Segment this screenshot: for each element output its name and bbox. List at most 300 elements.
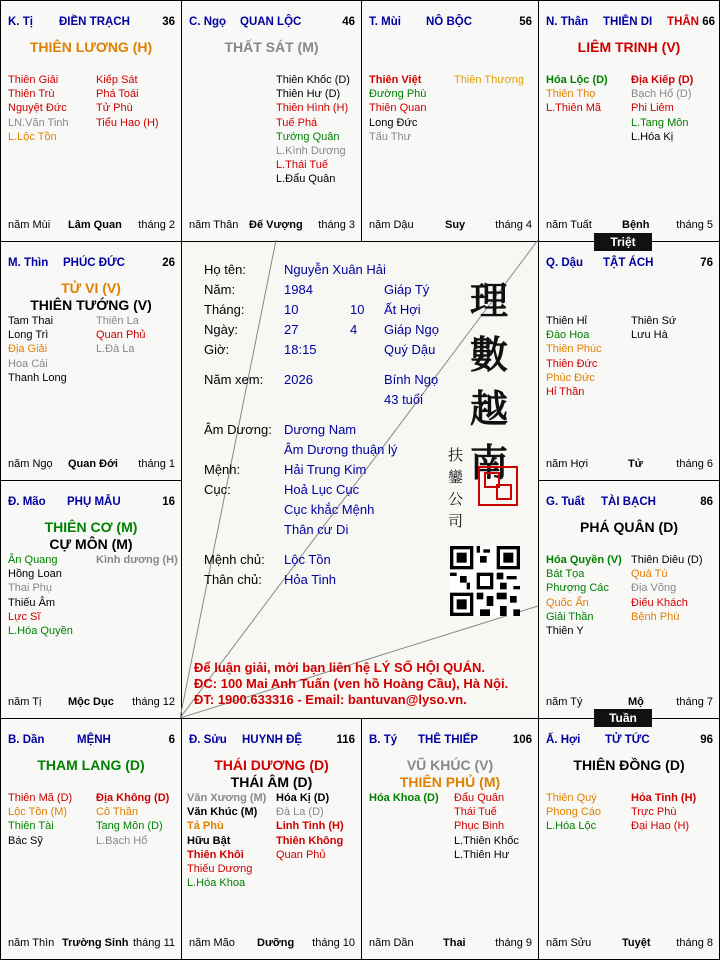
- star: Thiên Khôi: [187, 848, 244, 861]
- star: Ân Quang: [8, 554, 58, 566]
- palace-suu: [181, 718, 362, 960]
- main-stars: [182, 757, 361, 791]
- palace-footer: [189, 937, 355, 951]
- value-am-duong-1: Dương Nam: [284, 422, 357, 437]
- footer-month: tháng 7: [676, 696, 713, 708]
- footer-year: năm Dần: [369, 937, 414, 949]
- minor-stars-left: [546, 314, 602, 399]
- palace-footer: [369, 219, 532, 233]
- star: Lộc Tồn (M): [8, 806, 68, 819]
- palace-number: 36: [162, 16, 175, 28]
- star: Hóa Lộc (D): [546, 74, 608, 86]
- star: L.Đà La: [96, 343, 135, 356]
- star: Kình dương (H): [96, 554, 178, 566]
- star: L.Kình Dương: [276, 145, 346, 158]
- star: Hóa Quyền (V): [546, 554, 622, 566]
- star: L.Thiên Khốc: [454, 834, 519, 847]
- star: Tiểu Hao (H): [96, 116, 159, 129]
- star: Thiên Khốc (D): [276, 74, 350, 86]
- star: Thiên Hình (H): [276, 102, 349, 115]
- star: L.Tang Môn: [631, 116, 689, 129]
- minor-stars-right: [96, 314, 146, 357]
- star: Quan Phủ: [276, 848, 326, 861]
- main-star: THIÊN LƯƠNG (H): [29, 39, 153, 55]
- main-stars: [539, 39, 719, 56]
- value-month-lunar-num: 10: [350, 302, 365, 317]
- company-text: [448, 444, 463, 532]
- star: Thiên Hư (D): [276, 88, 341, 101]
- footer-month: tháng 6: [676, 458, 713, 470]
- footer-month: tháng 9: [495, 937, 532, 949]
- star: Hỉ Thần: [546, 386, 585, 399]
- minor-stars-left: [8, 791, 72, 848]
- company-char: 公: [448, 490, 464, 508]
- star: Quốc Ấn: [546, 596, 589, 609]
- minor-stars-left: [546, 553, 622, 638]
- value-menh: Hải Trung Kim: [284, 462, 367, 477]
- minor-stars-right: [454, 791, 519, 862]
- star: Thanh Long: [8, 371, 67, 384]
- value-month-lunar: Ất Hợi: [384, 302, 421, 317]
- star: Thiên Quan: [369, 102, 427, 115]
- main-stars: [182, 39, 361, 56]
- star: Thiếu Dương: [187, 863, 253, 876]
- palace-number: 26: [162, 257, 175, 269]
- palace-dau: [538, 241, 720, 481]
- main-star: THÁI ÂM (D): [230, 774, 313, 790]
- palace-name: QUAN LỘC: [240, 16, 302, 28]
- star: Thiên Phúc: [546, 343, 602, 356]
- star: L.Hóa Khoa: [187, 877, 246, 890]
- calligraphy: [470, 274, 508, 490]
- label-month: Tháng:: [204, 302, 245, 317]
- minor-stars-left: [369, 791, 439, 805]
- footer-stage: Dưỡng: [257, 937, 295, 949]
- company-char: 司: [448, 512, 464, 530]
- star: Nguyệt Đức: [8, 102, 67, 115]
- palace-footer: [8, 696, 175, 710]
- palace-header: [362, 1, 538, 28]
- palace-branch: B. Dần: [8, 734, 45, 746]
- main-stars: [1, 757, 181, 774]
- star: Hóa Kị (D): [276, 792, 330, 804]
- value-day-lunar: Giáp Ngọ: [384, 322, 439, 337]
- star: Cô Thần: [96, 806, 138, 819]
- palace-footer: [8, 937, 175, 951]
- company-char: 鑾: [448, 468, 464, 486]
- footer-year: năm Thìn: [8, 937, 55, 949]
- qr-code-icon[interactable]: [450, 546, 520, 616]
- palace-name: TẬT ÁCH: [603, 257, 654, 269]
- star: Linh Tinh (H): [276, 820, 344, 833]
- palace-name: NÔ BỘC: [426, 16, 472, 28]
- label-hour: Giờ:: [204, 342, 230, 357]
- value-hour-lunar: Quý Dậu: [384, 342, 436, 357]
- than-marker: THÂN: [667, 16, 699, 28]
- footer-month: tháng 1: [138, 458, 175, 470]
- minor-stars-right: [96, 553, 178, 567]
- center-info-panel: [180, 240, 540, 718]
- footer-year: năm Mão: [189, 937, 235, 949]
- star: Hóa Khoa (D): [369, 792, 439, 804]
- star: Phục Binh: [454, 820, 505, 833]
- palace-ngo: [181, 0, 362, 242]
- contact-line-3: ĐT: 1900.633316 - Email: bantuvan@lyso.vn.: [194, 692, 467, 707]
- footer-month: tháng 8: [676, 937, 713, 949]
- star: L.Bạch Hổ: [96, 834, 148, 847]
- main-star: THIÊN CƠ (M): [44, 519, 138, 535]
- star: LN.Văn Tinh: [8, 116, 69, 129]
- star: Bạch Hổ (D): [631, 88, 692, 101]
- footer-stage: Tử: [628, 458, 643, 470]
- value-than-chu: Hỏa Tinh: [284, 572, 337, 587]
- star: Thiên Đức: [546, 357, 598, 370]
- label-year: Năm:: [204, 282, 236, 297]
- star: L.Thái Tuế: [276, 159, 328, 172]
- star: L.Hóa Lộc: [546, 820, 597, 833]
- footer-year: năm Tý: [546, 696, 583, 708]
- palace-branch: G. Tuất: [546, 496, 585, 508]
- star: Hồng Loan: [8, 568, 62, 581]
- value-year-lunar: Giáp Tý: [384, 282, 430, 297]
- main-star: LIÊM TRINH (V): [577, 39, 681, 55]
- footer-stage: Bệnh: [622, 219, 650, 231]
- star: Phượng Các: [546, 582, 609, 595]
- main-star: THIÊN TƯỚNG (V): [30, 297, 152, 313]
- star: L.Thiên Mã: [546, 102, 602, 115]
- palace-name: TỬ TỨC: [605, 734, 650, 746]
- main-stars: [1, 280, 181, 314]
- star: Thiên Sứ: [631, 315, 677, 327]
- value-cuc-2: Cục khắc Mệnh: [284, 502, 375, 517]
- star: Hỏa Tinh (H): [631, 792, 697, 804]
- footer-month: tháng 3: [318, 219, 355, 231]
- value-cuc-1: Hoả Lục Cục: [284, 482, 360, 497]
- star: Hữu Bật: [187, 834, 231, 847]
- star: Thiên Thương: [454, 74, 525, 86]
- palace-name: THIÊN DI: [603, 16, 653, 28]
- star: Văn Xương (M): [187, 792, 267, 804]
- palace-tuat: [538, 480, 720, 719]
- value-hour: 18:15: [284, 342, 317, 357]
- main-star: THIÊN PHỦ (M): [399, 774, 501, 790]
- palace-name: THÊ THIẾP: [418, 734, 479, 746]
- star: Lực Sĩ: [8, 610, 41, 623]
- star: L.Hóa Quyền: [8, 625, 73, 638]
- palace-branch: M. Thìn: [8, 257, 49, 269]
- star: Tướng Quân: [276, 130, 340, 143]
- value-name: Nguyễn Xuân Hải: [284, 262, 386, 277]
- label-name: Họ tên:: [204, 262, 246, 277]
- palace-footer: [546, 937, 713, 951]
- palace-branch: T. Mùi: [369, 16, 401, 28]
- palace-header: [539, 1, 719, 28]
- palace-branch: Đ. Sửu: [189, 734, 227, 746]
- star: Thiên Tài: [8, 820, 54, 833]
- star: Bác Sỹ: [8, 834, 43, 847]
- footer-month: tháng 2: [138, 219, 175, 231]
- label-day: Ngày:: [204, 322, 238, 337]
- star: L.Thiên Hư: [454, 848, 510, 861]
- value-cuc-3: Thân cư Di: [284, 522, 349, 537]
- palace-number: 86: [700, 496, 713, 508]
- minor-stars-left: [8, 314, 67, 385]
- minor-stars-right: [631, 553, 703, 624]
- palace-branch: K. Tị: [8, 16, 33, 28]
- star: L.Đẩu Quân: [276, 173, 336, 186]
- star: Thiên La: [96, 315, 139, 327]
- footer-month: tháng 4: [495, 219, 532, 231]
- palace-header: [1, 719, 181, 746]
- red-seal-icon: [478, 466, 518, 506]
- calligraphy-char: 數: [470, 332, 509, 377]
- calligraphy-char: 南: [470, 440, 509, 485]
- palace-header: [182, 1, 361, 28]
- minor-stars-left: [369, 73, 426, 144]
- palace-name: PHÚC ĐỨC: [63, 257, 125, 269]
- value-menh-chu: Lộc Tồn: [284, 552, 331, 567]
- star: Phi Liêm: [631, 102, 674, 115]
- main-stars: [1, 519, 181, 553]
- main-stars: [539, 757, 719, 774]
- value-month-solar: 10: [284, 302, 299, 317]
- footer-stage: Lâm Quan: [68, 219, 122, 231]
- palace-branch: Đ. Mão: [8, 496, 46, 508]
- footer-stage: Mộ: [628, 696, 644, 708]
- star: Đại Hao (H): [631, 820, 690, 833]
- star: Đào Hoa: [546, 329, 590, 342]
- star: Tấu Thư: [369, 130, 412, 143]
- minor-stars-right: [276, 73, 350, 187]
- footer-stage: Trường Sinh: [62, 937, 129, 949]
- value-view-year: 2026: [284, 372, 313, 387]
- minor-stars-right: [96, 791, 169, 848]
- star: Tam Thai: [8, 315, 54, 327]
- star: Quả Tú: [631, 568, 668, 581]
- palace-branch: N. Thân: [546, 16, 589, 28]
- main-star: TỬ VI (V): [61, 280, 121, 296]
- label-cuc: Cục:: [204, 482, 231, 497]
- star: Thiên Hỉ: [546, 315, 587, 327]
- palace-mui: [361, 0, 539, 242]
- minor-stars-left: [8, 73, 69, 144]
- palace-thin: [0, 241, 182, 481]
- footer-month: tháng 10: [312, 937, 355, 949]
- footer-year: năm Sửu: [546, 937, 592, 949]
- star: Hoa Cái: [8, 357, 48, 370]
- footer-stage: Suy: [445, 219, 466, 231]
- star: Kiếp Sát: [96, 74, 138, 86]
- palace-footer: [8, 219, 175, 233]
- palace-footer: [189, 219, 355, 233]
- value-day-solar: 27: [284, 322, 299, 337]
- minor-stars-right: [454, 73, 524, 87]
- footer-stage: Tuyệt: [622, 937, 651, 949]
- calligraphy-char: 理: [470, 278, 509, 323]
- main-stars: [1, 39, 181, 56]
- footer-year: năm Tị: [8, 696, 42, 708]
- star: Đẩu Quân: [454, 792, 505, 804]
- footer-month: tháng 11: [132, 937, 175, 949]
- palace-header: [539, 481, 719, 508]
- star: Địa Võng: [631, 582, 677, 595]
- palace-number: 46: [342, 16, 355, 28]
- main-stars: [362, 757, 538, 791]
- label-view-year: Năm xem:: [204, 372, 264, 387]
- star: Thái Tuế: [454, 806, 497, 819]
- label-menh: Mệnh:: [204, 462, 241, 477]
- star: Tang Môn (D): [96, 820, 163, 833]
- star: Thiên Y: [546, 625, 584, 638]
- star: Đà La (D): [276, 806, 324, 819]
- calligraphy-char: 越: [470, 386, 509, 431]
- palace-name: HUYNH ĐỆ: [242, 734, 303, 746]
- star: Địa Kiếp (D): [631, 74, 694, 86]
- footer-year: năm Tuất: [546, 219, 592, 231]
- palace-ti: [0, 0, 182, 242]
- palace-footer: [546, 219, 713, 233]
- palace-name: PHỤ MẪU: [67, 496, 121, 508]
- contact-line-1: Để luận giải, mời bạn liên hệ LÝ SỐ HỘI QUÁN.: [194, 660, 485, 675]
- main-star: THÁI DƯƠNG (D): [214, 757, 329, 773]
- star: Bệnh Phù: [631, 610, 680, 623]
- star: Thiên Giải: [8, 74, 59, 86]
- star: Thiên Trù: [8, 88, 55, 101]
- palace-footer: [546, 458, 713, 472]
- footer-month: tháng 12: [132, 696, 175, 708]
- footer-stage: Thai: [443, 937, 466, 949]
- star: Phúc Đức: [546, 371, 595, 384]
- footer-year: năm Mùi: [8, 219, 51, 231]
- palace-number: 76: [700, 257, 713, 269]
- palace-number: 96: [700, 734, 713, 746]
- star: Thiên Không: [276, 834, 344, 847]
- star: Văn Khúc (M): [187, 806, 258, 819]
- palace-number: 106: [512, 734, 532, 746]
- star: Thiên Diêu (D): [631, 554, 703, 566]
- star: Thiên Mã (D): [8, 792, 73, 804]
- main-star: CỰ MÔN (M): [49, 536, 133, 552]
- palace-header: [362, 719, 538, 746]
- value-day-lunar-num: 4: [350, 322, 358, 337]
- triet-tag: Triệt: [594, 233, 652, 251]
- star: Tử Phù: [96, 102, 133, 115]
- star: Phong Cáo: [546, 806, 602, 819]
- palace-mao: [0, 480, 182, 719]
- palace-footer: [369, 937, 532, 951]
- footer-year: năm Thân: [189, 219, 239, 231]
- palace-header: [1, 242, 181, 269]
- star: Điếu Khách: [631, 596, 688, 609]
- minor-stars-left: [546, 73, 608, 116]
- minor-stars-left: [187, 791, 266, 890]
- minor-stars-right: [631, 791, 696, 834]
- star: Tuế Phá: [276, 116, 318, 129]
- palace-name: TÀI BẠCH: [601, 496, 656, 508]
- label-than-chu: Thân chủ:: [204, 572, 262, 587]
- tuan-tag: Tuần: [594, 709, 652, 727]
- star: Quan Phủ: [96, 329, 146, 342]
- palace-footer: [546, 696, 713, 710]
- star: Địa Giải: [8, 343, 48, 356]
- label-menh-chu: Mệnh chủ:: [204, 552, 265, 567]
- palace-branch: C. Ngọ: [189, 16, 227, 28]
- company-char: 扶: [448, 446, 464, 464]
- star: Tả Phù: [187, 820, 224, 833]
- main-star: THAM LANG (D): [37, 757, 145, 773]
- star: Thiên Việt: [369, 74, 422, 86]
- footer-month: tháng 5: [676, 219, 713, 231]
- star: Giải Thần: [546, 610, 594, 623]
- minor-stars-left: [8, 553, 73, 638]
- footer-year: năm Ngọ: [8, 458, 53, 470]
- star: Trực Phù: [631, 806, 677, 819]
- footer-year: năm Dậu: [369, 219, 414, 231]
- label-am-duong: Âm Dương:: [204, 422, 272, 437]
- palace-number: 16: [162, 496, 175, 508]
- palace-header: [182, 719, 361, 746]
- star: L.Lộc Tồn: [8, 130, 57, 143]
- footer-stage: Mộc Dục: [68, 696, 114, 708]
- value-view-year-lunar: Bính Ngọ: [384, 372, 439, 387]
- value-am-duong-2: Âm Dương thuận lý: [284, 442, 398, 457]
- main-stars: [539, 519, 719, 536]
- main-star: THIÊN ĐỒNG (D): [573, 757, 685, 773]
- star: Thiếu Âm: [8, 596, 56, 609]
- palace-branch: Q. Dậu: [546, 257, 584, 269]
- palace-hoi: [538, 718, 720, 960]
- contact-line-2: ĐC: 100 Mai Anh Tuấn (ven hồ Hoàng Cầu), Hà Nội.: [194, 676, 509, 691]
- footer-stage: Quan Đới: [68, 458, 118, 470]
- minor-stars-left: [546, 791, 601, 834]
- palace-ty-water: [361, 718, 539, 960]
- palace-name: MỆNH: [77, 734, 111, 746]
- minor-stars-right: [96, 73, 159, 130]
- palace-number: 116: [336, 734, 355, 746]
- minor-stars-right: [276, 791, 344, 862]
- star: Đường Phù: [369, 88, 427, 101]
- star: Bát Tọa: [546, 568, 585, 581]
- star: Long Trì: [8, 329, 49, 342]
- footer-stage: Đế Vượng: [249, 219, 303, 231]
- star: Địa Không (D): [96, 792, 170, 804]
- star: L.Hóa Kị: [631, 130, 674, 143]
- value-age: 43 tuổi: [384, 392, 424, 407]
- palace-footer: [8, 458, 175, 472]
- palace-name: ĐIỀN TRẠCH: [59, 16, 130, 28]
- footer-year: năm Hợi: [546, 458, 589, 470]
- star: Lưu Hà: [631, 329, 668, 342]
- star: Phá Toái: [96, 88, 139, 101]
- palace-number-value: 66: [702, 16, 715, 28]
- star: Long Đức: [369, 116, 418, 129]
- star: Thiên Quý: [546, 792, 597, 804]
- value-year-solar: 1984: [284, 282, 313, 297]
- palace-than: [538, 0, 720, 242]
- palace-branch: Ấ. Hợi: [546, 734, 581, 746]
- main-star: THẤT SÁT (M): [224, 39, 319, 55]
- star: Thai Phụ: [8, 582, 53, 595]
- palace-number: 56: [519, 16, 532, 28]
- palace-branch: B. Tý: [369, 734, 398, 746]
- palace-header: [1, 481, 181, 508]
- star: Thiên Thọ: [546, 88, 596, 101]
- palace-header: [1, 1, 181, 28]
- main-star: PHÁ QUÂN (D): [580, 519, 678, 535]
- minor-stars-right: [631, 314, 676, 342]
- palace-number: [667, 16, 715, 28]
- palace-dan: [0, 718, 182, 960]
